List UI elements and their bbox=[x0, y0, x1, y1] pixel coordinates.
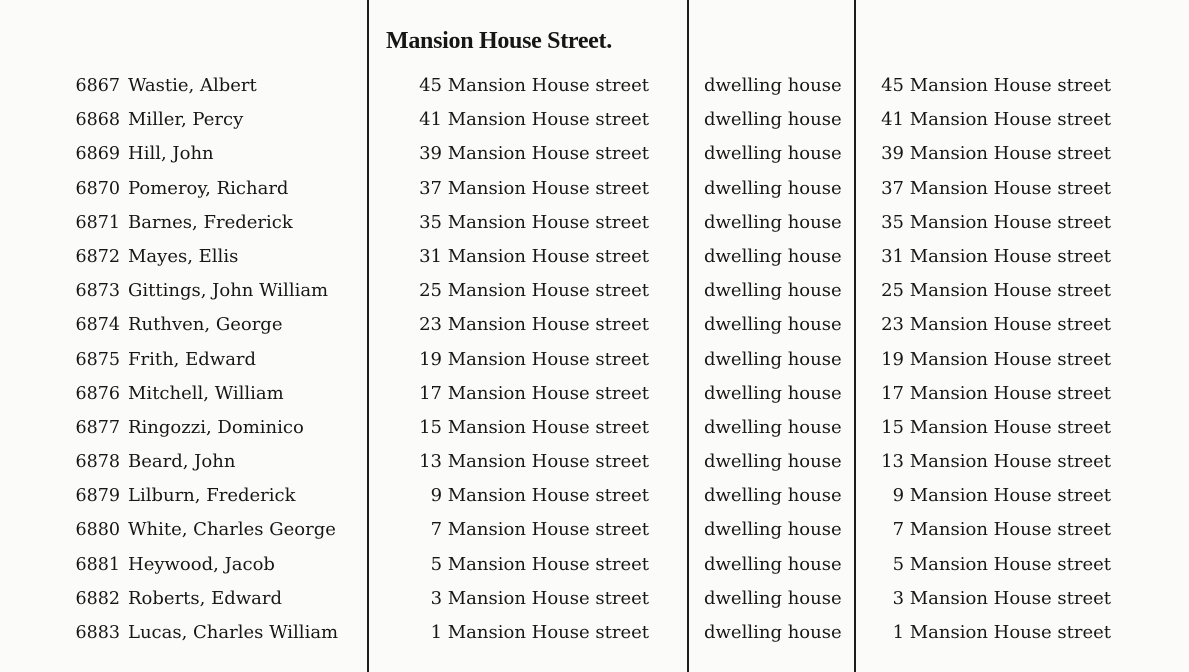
place-of-abode: 31 Mansion House street bbox=[419, 245, 649, 267]
place-of-abode: 13 Mansion House street bbox=[419, 451, 649, 473]
qualifying-property: 19 Mansion House street bbox=[881, 348, 1111, 370]
register-row bbox=[0, 516, 1189, 550]
elector-name: Heywood, Jacob bbox=[128, 553, 275, 575]
register-row bbox=[0, 72, 1189, 106]
qualification: dwelling house bbox=[704, 314, 842, 336]
elector-name: Mayes, Ellis bbox=[128, 245, 239, 267]
register-row bbox=[0, 140, 1189, 174]
register-row bbox=[0, 175, 1189, 209]
elector-number: 6870 bbox=[75, 178, 120, 199]
elector-name: Lucas, Charles William bbox=[128, 622, 339, 643]
qualification: dwelling house bbox=[704, 75, 842, 96]
qualification: dwelling house bbox=[704, 553, 842, 575]
qualifying-property: 5 Mansion House street bbox=[892, 553, 1111, 575]
qualifying-property: 45 Mansion House street bbox=[881, 75, 1111, 96]
elector-name: Frith, Edward bbox=[128, 348, 257, 370]
elector-number: 6879 bbox=[75, 486, 120, 507]
elector-number: 6874 bbox=[75, 315, 120, 336]
elector-name: Lilburn, Frederick bbox=[128, 485, 296, 507]
place-of-abode: 9 Mansion House street bbox=[430, 485, 649, 507]
register-row bbox=[0, 585, 1189, 619]
qualifying-property: 15 Mansion House street bbox=[881, 416, 1111, 438]
place-of-abode: 35 Mansion House street bbox=[419, 211, 649, 233]
elector-name: Miller, Percy bbox=[128, 109, 244, 131]
qualifying-property: 31 Mansion House street bbox=[881, 245, 1111, 267]
elector-name: Hill, John bbox=[128, 143, 214, 165]
elector-number: 6876 bbox=[75, 383, 120, 404]
elector-number: 6875 bbox=[75, 349, 120, 370]
qualifying-property: 13 Mansion House street bbox=[881, 451, 1111, 473]
register-row bbox=[0, 414, 1189, 448]
elector-number: 6867 bbox=[75, 76, 120, 96]
register-row bbox=[0, 243, 1189, 277]
register-row bbox=[0, 311, 1189, 345]
qualifying-property: 37 Mansion House street bbox=[881, 177, 1111, 199]
elector-name: Wastie, Albert bbox=[128, 75, 257, 96]
qualifying-property: 3 Mansion House street bbox=[892, 587, 1111, 609]
register-row bbox=[0, 277, 1189, 311]
qualification: dwelling house bbox=[704, 245, 842, 267]
qualifying-property: 17 Mansion House street bbox=[881, 382, 1111, 404]
qualifying-property: 1 Mansion House street bbox=[892, 622, 1111, 643]
elector-number: 6883 bbox=[75, 623, 120, 643]
place-of-abode: 25 Mansion House street bbox=[419, 280, 649, 302]
qualification: dwelling house bbox=[704, 143, 842, 165]
qualification: dwelling house bbox=[704, 519, 842, 541]
elector-name: Beard, John bbox=[128, 451, 236, 473]
qualifying-property: 7 Mansion House street bbox=[892, 519, 1111, 541]
qualification: dwelling house bbox=[704, 416, 842, 438]
elector-name: Ruthven, George bbox=[128, 314, 283, 336]
qualification: dwelling house bbox=[704, 109, 842, 131]
register-row bbox=[0, 551, 1189, 585]
qualification: dwelling house bbox=[704, 280, 842, 302]
register-entries bbox=[0, 72, 1189, 653]
qualification: dwelling house bbox=[704, 587, 842, 609]
section-title: Mansion House Street. bbox=[386, 28, 612, 54]
elector-name: Gittings, John William bbox=[128, 280, 329, 302]
place-of-abode: 45 Mansion House street bbox=[419, 75, 649, 96]
place-of-abode: 3 Mansion House street bbox=[430, 587, 649, 609]
place-of-abode: 15 Mansion House street bbox=[419, 416, 649, 438]
qualifying-property: 23 Mansion House street bbox=[881, 314, 1111, 336]
qualifying-property: 35 Mansion House street bbox=[881, 211, 1111, 233]
elector-name: Ringozzi, Dominico bbox=[128, 416, 304, 438]
register-row bbox=[0, 346, 1189, 380]
register-row bbox=[0, 619, 1189, 653]
register-row bbox=[0, 448, 1189, 482]
qualification: dwelling house bbox=[704, 451, 842, 473]
elector-number: 6868 bbox=[75, 110, 120, 131]
register-row bbox=[0, 482, 1189, 516]
elector-number: 6871 bbox=[75, 212, 120, 233]
elector-number: 6877 bbox=[75, 417, 120, 438]
elector-number: 6878 bbox=[75, 452, 120, 473]
elector-number: 6869 bbox=[75, 144, 120, 165]
place-of-abode: 1 Mansion House street bbox=[430, 622, 649, 643]
qualifying-property: 41 Mansion House street bbox=[881, 109, 1111, 131]
elector-number: 6881 bbox=[75, 554, 120, 575]
qualifying-property: 39 Mansion House street bbox=[881, 143, 1111, 165]
place-of-abode: 41 Mansion House street bbox=[419, 109, 649, 131]
qualification: dwelling house bbox=[704, 485, 842, 507]
elector-number: 6873 bbox=[75, 281, 120, 302]
elector-name: Barnes, Frederick bbox=[128, 211, 293, 233]
elector-name: Roberts, Edward bbox=[128, 587, 283, 609]
qualification: dwelling house bbox=[704, 348, 842, 370]
register-row bbox=[0, 106, 1189, 140]
place-of-abode: 7 Mansion House street bbox=[430, 519, 649, 541]
qualification: dwelling house bbox=[704, 382, 842, 404]
place-of-abode: 5 Mansion House street bbox=[430, 553, 649, 575]
elector-number: 6872 bbox=[75, 246, 120, 267]
register-row bbox=[0, 209, 1189, 243]
elector-name: Mitchell, William bbox=[128, 382, 284, 404]
elector-number: 6880 bbox=[75, 520, 120, 541]
place-of-abode: 23 Mansion House street bbox=[419, 314, 649, 336]
elector-name: White, Charles George bbox=[128, 519, 336, 541]
qualifying-property: 25 Mansion House street bbox=[881, 280, 1111, 302]
place-of-abode: 37 Mansion House street bbox=[419, 177, 649, 199]
place-of-abode: 19 Mansion House street bbox=[419, 348, 649, 370]
elector-name: Pomeroy, Richard bbox=[128, 177, 289, 199]
place-of-abode: 39 Mansion House street bbox=[419, 143, 649, 165]
qualification: dwelling house bbox=[704, 211, 842, 233]
qualification: dwelling house bbox=[704, 177, 842, 199]
register-row bbox=[0, 380, 1189, 414]
qualification: dwelling house bbox=[704, 622, 842, 643]
elector-number: 6882 bbox=[75, 588, 120, 609]
qualifying-property: 9 Mansion House street bbox=[892, 485, 1111, 507]
place-of-abode: 17 Mansion House street bbox=[419, 382, 649, 404]
